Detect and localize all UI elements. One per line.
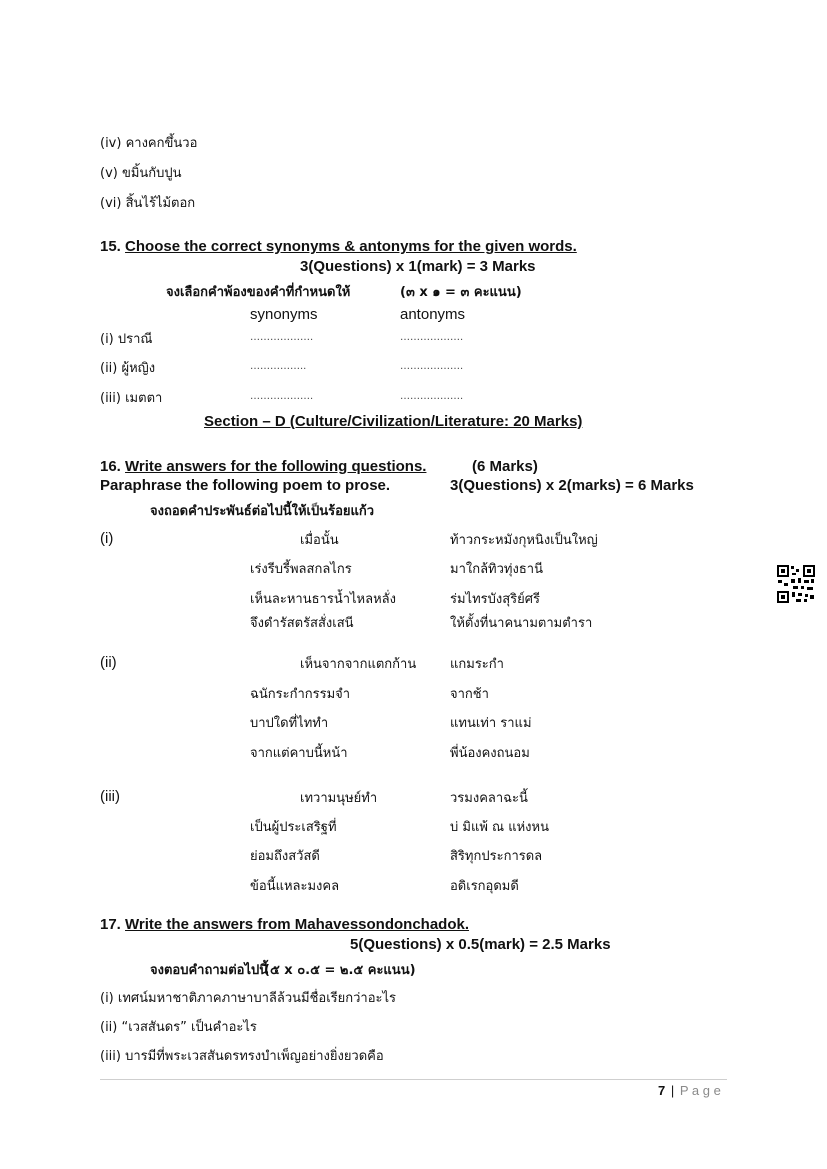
poem-line-right: บ่ มิแพ้ ณ แห่งหน: [450, 820, 549, 835]
q15-row-label: (ii) ผู้หญิง: [100, 361, 156, 376]
q15-thai-instruction: จงเลือกคำพ้องของคำที่กำหนดให้: [166, 285, 351, 300]
item-iv: (iv) คางคกขึ้นวอ: [100, 136, 198, 151]
q15-thai-marks: (๓ x ๑ = ๓ คะแนน): [400, 285, 522, 300]
poem-line-right: พี่น้องคงถนอม: [450, 746, 530, 761]
poem-line-left: ย่อมถึงสวัสดี: [250, 849, 320, 864]
q15-row-syn: ……………….: [250, 391, 314, 402]
q15-row-label: (iii) เมตตา: [100, 391, 163, 406]
poem-line-left: ฉนักระกำกรรมจำ: [250, 687, 351, 702]
page-label: P a g e: [679, 1083, 721, 1098]
q17-item: (iii) บารมีที่พระเวสสันดรทรงบำเพ็ญอย่างยิ่งยวดคือ: [100, 1049, 384, 1064]
q17-thai-marks: (๕ x ๐.๕ = ๒.๕ คะแนน): [264, 963, 416, 978]
poem-line-right: มาใกล้ทิวทุ่งธานี: [450, 562, 543, 577]
q15-col-antonyms: antonyms: [400, 306, 466, 323]
poem-line-left: บาปใดที่ไททำ: [250, 716, 329, 731]
poem-label: (iii): [100, 788, 120, 805]
q15-row-syn: ……………..: [250, 361, 307, 372]
q16-heading: [100, 458, 426, 475]
poem-line-left: เห็นละหานธารน้ำไหลหลั่ง: [250, 592, 396, 607]
q15-row-ant: ……………….: [400, 361, 464, 372]
section-d-title: Section – D (Culture/Civilization/Literature: 20 Marks): [204, 413, 583, 430]
poem-line-right: แกมระกำ: [450, 657, 504, 672]
q15-heading: [100, 238, 577, 255]
poem-line-left: เร่งรีบรี้พลสกลไกร: [250, 562, 352, 577]
q17-number: 17.: [100, 916, 121, 933]
poem-line-right: ให้ตั้งที่นาคนามตามตำรา: [450, 616, 593, 631]
q17-item: (i) เทศน์มหาชาติภาคภาษาบาลีล้วนมีชื่อเรียกว่าอะไร: [100, 991, 397, 1006]
item-vi: (vi) สิ้นไร้ไม้ตอก: [100, 196, 196, 211]
page-footer: [658, 1083, 721, 1098]
q17-marks: 5(Questions) x 0.5(mark) = 2.5 Marks: [350, 936, 611, 953]
item-v: (v) ขมิ้นกับปูน: [100, 166, 182, 181]
poem-line-right: ท้าวกระหมังกุหนิงเป็นใหญ่: [450, 533, 598, 548]
poem-label: (i): [100, 530, 114, 547]
poem-line-right: สิริทุกประการดล: [450, 849, 543, 864]
page-separator: |: [670, 1083, 675, 1098]
q17-thai-instruction: จงตอบคำถามต่อไปนี้: [150, 963, 269, 978]
q16-marks: (6 Marks): [472, 458, 538, 475]
poem-line-left: เห็นจากจากแตกก้าน: [300, 657, 417, 672]
q17-item: (ii) “เวสสันดร” เป็นคำอะไร: [100, 1020, 257, 1035]
poem-line-left: เป็นผู้ประเสริฐที่: [250, 820, 337, 835]
poem-line-left: ข้อนี้แหละมงคล: [250, 879, 340, 894]
q17-heading: [100, 916, 469, 933]
poem-label: (ii): [100, 654, 117, 671]
poem-line-left: จึงดำรัสตรัสสั่งเสนี: [250, 616, 354, 631]
q17-title: Write the answers from Mahavessondonchadok.: [125, 916, 470, 933]
q15-marks: 3(Questions) x 1(mark) = 3 Marks: [300, 258, 536, 275]
poem-line-right: ร่มไทรบังสุริย์ศรี: [450, 592, 541, 607]
poem-line-right: จากช้า: [450, 687, 489, 702]
q16-paraphrase-marks: 3(Questions) x 2(marks) = 6 Marks: [450, 477, 694, 494]
q16-number: 16.: [100, 458, 121, 475]
q15-number: 15.: [100, 238, 121, 255]
q15-row-label: (i) ปราณี: [100, 332, 153, 347]
qr-code: [776, 564, 816, 604]
q16-thai-instruction: จงถอดคำประพันธ์ต่อไปนี้ให้เป็นร้อยแก้ว: [150, 504, 375, 519]
q15-row-syn: ……………….: [250, 332, 314, 343]
q15-row-ant: ……………….: [400, 332, 464, 343]
poem-line-right: อดิเรกอุดมดี: [450, 879, 519, 894]
poem-line-left: เมื่อนั้น: [300, 533, 339, 548]
poem-line-left: จากแต่คาบนี้หน้า: [250, 746, 348, 761]
poem-line-left: เทวามนุษย์ทำ: [300, 791, 378, 806]
page-number: 7: [658, 1083, 666, 1098]
q15-row-ant: ……………….: [400, 391, 464, 402]
poem-line-right: วรมงคลาฉะนี้: [450, 791, 528, 806]
poem-line-right: แทนเท่า ราแม่: [450, 716, 532, 731]
q16-title: Write answers for the following questions.: [125, 458, 427, 475]
q15-col-synonyms: synonyms: [250, 306, 318, 323]
q15-title: Choose the correct synonyms & antonyms for the given words.: [125, 238, 577, 255]
q16-paraphrase: Paraphrase the following poem to prose.: [100, 477, 391, 494]
footer-divider: [100, 1079, 727, 1080]
